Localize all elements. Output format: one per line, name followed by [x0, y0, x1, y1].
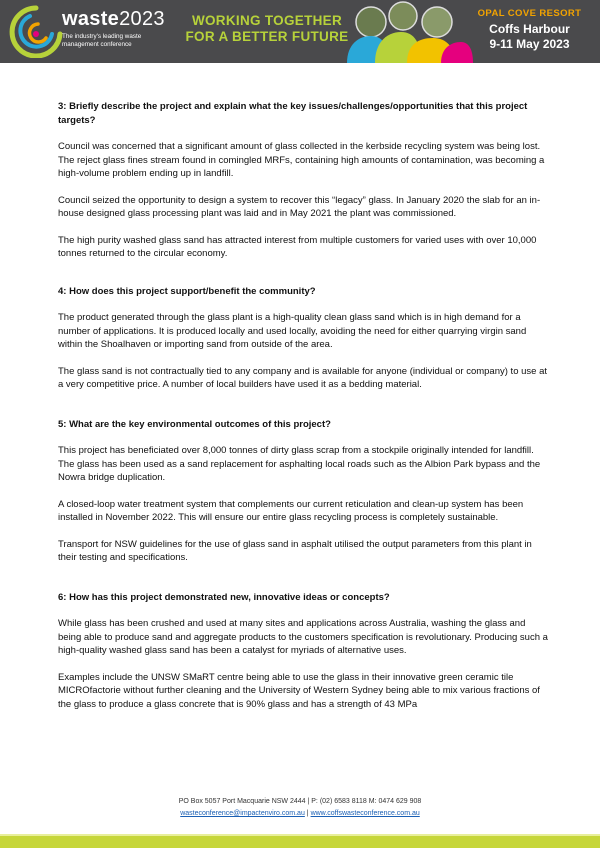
paragraph: This project has beneficiated over 8,000 tonnes of dirty glass scrap from a stockpile originally intended for landfill. The glass has been used as a sand replacement for asphalting local roads such as the Albion Park bypass and the Nowra bridge duplication. [58, 445, 541, 483]
slogan-line-1: WORKING TOGETHER [191, 13, 343, 28]
logo-tagline: The industry's leading waste management conference [62, 33, 142, 48]
paragraph: The glass sand is not contractually tied to any company and is available for anyone (individual or company) to use at a very competitive price. A number of local builders have used it as a bedding material. [58, 365, 547, 390]
slogan-line-2: FOR A BETTER FUTURE [185, 29, 349, 44]
paragraph: Council seized the opportunity to design a system to recover this “legacy” glass. In January 2020 the slab for an in-house designed glass processing plant was laid and in May 2021 the plant was commissioned. [58, 194, 541, 219]
event-city: Coffs Harbour [489, 22, 570, 36]
document-body [58, 100, 550, 737]
footer-address: PO Box 5057 Port Macquarie NSW 2444 | P: (02) 6583 8118 M: 0474 629 908 [178, 798, 422, 805]
section-q4 [58, 285, 550, 392]
paragraph: Council was concerned that a significant amount of glass collected in the kerbside recycling system was being lost. The reject glass fines stream found in comingled MRFs, containing high amounts of contamination, was becoming a high-volume problem ending up in landfill. [58, 141, 545, 179]
event-dates: 9-11 May 2023 [489, 37, 570, 51]
logo-year: 2023 [119, 8, 165, 30]
page-footer [0, 796, 600, 820]
logo-wordmark [62, 8, 165, 31]
footer-color-bar [0, 834, 600, 848]
event-details [467, 8, 592, 51]
waste-conference-logo-icon [8, 4, 64, 58]
footer-email-link[interactable]: wasteconference@impactenviro.com.au [180, 810, 305, 817]
event-resort: OPAL COVE RESORT [477, 8, 582, 19]
paragraph: A closed-loop water treatment system that complements our current reticulation and clean-up system has been installed in November 2022. This will ensure our entire glass recycling process is completely sustainable. [58, 498, 524, 523]
paragraph: The high purity washed glass sand has attracted interest from multiple customers for varied uses with over 10,000 tonnes returned to the circular economy. [58, 234, 537, 259]
paragraph: While glass has been crushed and used at many sites and applications across Australia, washing the glass and being able to produce sand and aggregate products to the customers specification is revolutionary. Producing such a high-quality washed glass sand has been a catalyst for myriads of alternative uses. [58, 618, 548, 656]
section-q3 [58, 100, 550, 261]
footer-website-link[interactable]: www.coffswasteconference.com.au [310, 810, 420, 817]
question-heading: 6: How has this project demonstrated new, innovative ideas or concepts? [58, 591, 390, 603]
footer-separator: | [304, 810, 311, 817]
paragraph: Examples include the UNSW SMaRT centre being able to use the glass in their innovative green ceramic tile MICROfactorie without further cleaning and the University of Western Sydney being able to mix various fractions of the glass to produce a glass concrete that is 90% glass and has a strength of 43 MPa [58, 671, 540, 710]
question-heading: 4: How does this project support/benefit the community? [58, 285, 316, 297]
section-q5 [58, 418, 550, 565]
question-heading: 5: What are the key environmental outcomes of this project? [58, 418, 331, 430]
community-heads-illustration-icon [345, 0, 473, 63]
section-q6 [58, 591, 550, 712]
banner-slogan [172, 13, 362, 45]
question-heading: 3: Briefly describe the project and explain what the key issues/challenges/opportunities that this project targets? [58, 101, 528, 126]
paragraph: Transport for NSW guidelines for the use of glass sand in asphalt utilised the output parameters from this plant in their testing and specifications. [58, 538, 532, 563]
paragraph: The product generated through the glass plant is a high-quality clean glass sand which is in high demand for a number of applications. It is produced locally and used locally, avoiding the need for either quarrying virgin sand within the Shoalhaven or importing sand from outside of the area. [58, 312, 527, 350]
header-banner [0, 0, 600, 63]
logo-word: waste [62, 8, 120, 30]
footer-links [0, 808, 600, 820]
footer-bar-highlight [0, 834, 600, 836]
